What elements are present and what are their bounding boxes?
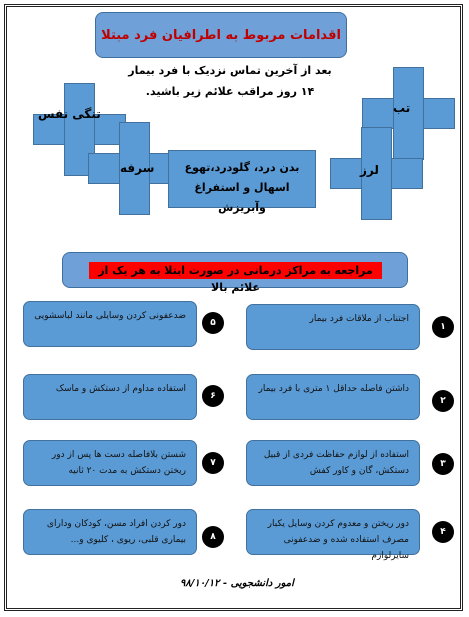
- symptom-center-line-2: اسهال و استفراغ وآبریزش: [194, 181, 290, 214]
- item-number-1: ۱: [432, 316, 454, 338]
- symptom-fever: تب: [393, 101, 411, 115]
- list-item-2: داشتن فاصله حداقل ۱ متری با فرد بیمار: [246, 374, 420, 420]
- item-number-2: ۲: [432, 390, 454, 412]
- footer-signature: امور دانشجویی - ۹۸/۱۰/۱۲: [180, 578, 294, 589]
- list-item-3: استفاده از لوازم حفاظت فردی از قبیل دستکش، گان و کاور کفش: [246, 440, 420, 486]
- list-item-8: دور کردن افراد مسن، کودکان ودارای بیماری قلبی، ریوی ، کلیوی و...: [23, 509, 197, 555]
- symptom-chills: لرز: [360, 163, 379, 177]
- list-item-5: ضدعفونی کردن وسایلی مانند لباسشویی: [23, 301, 197, 347]
- item-number-7: ۷: [202, 452, 224, 474]
- symptom-breath: تنگی نفس: [38, 107, 101, 121]
- item-number-8: ۸: [202, 526, 224, 548]
- symptom-cough: سرفه: [120, 161, 155, 175]
- symptom-center-line-1: بدن درد، گلودرد،تهوع: [184, 161, 300, 174]
- page-title: اقدامات مربوط به اطرافیان فرد مبتلا: [95, 12, 347, 58]
- intro-line-2: ۱۴ روز مراقب علائم زیر باشید.: [145, 85, 315, 98]
- list-item-1: اجتناب از ملاقات فرد بیمار: [246, 304, 420, 350]
- list-item-6: استفاده مداوم از دستکش و ماسک: [23, 374, 197, 420]
- item-number-6: ۶: [202, 385, 224, 407]
- list-item-4: دور ریختن و معدوم کردن وسایل یکبار مصرف استفاده شده و ضدعفونی سایرلوازم: [246, 509, 420, 555]
- item-number-3: ۳: [432, 453, 454, 475]
- alert-banner: [62, 252, 408, 294]
- symptom-center-box: [168, 150, 316, 214]
- intro-line-1: بعد از آخرین تماس نزدیک با فرد بیمار: [128, 64, 332, 77]
- list-item-7: شستن بلافاصله دست ها پس از دور ریختن دستکش به مدت ۲۰ ثانیه: [23, 440, 197, 486]
- item-number-5: ۵: [202, 312, 224, 334]
- item-number-4: ۴: [432, 521, 454, 543]
- alert-text: مراجعه به مراکز درمانی در صورت ابتلا به هر یک از علائم بالا: [89, 262, 382, 279]
